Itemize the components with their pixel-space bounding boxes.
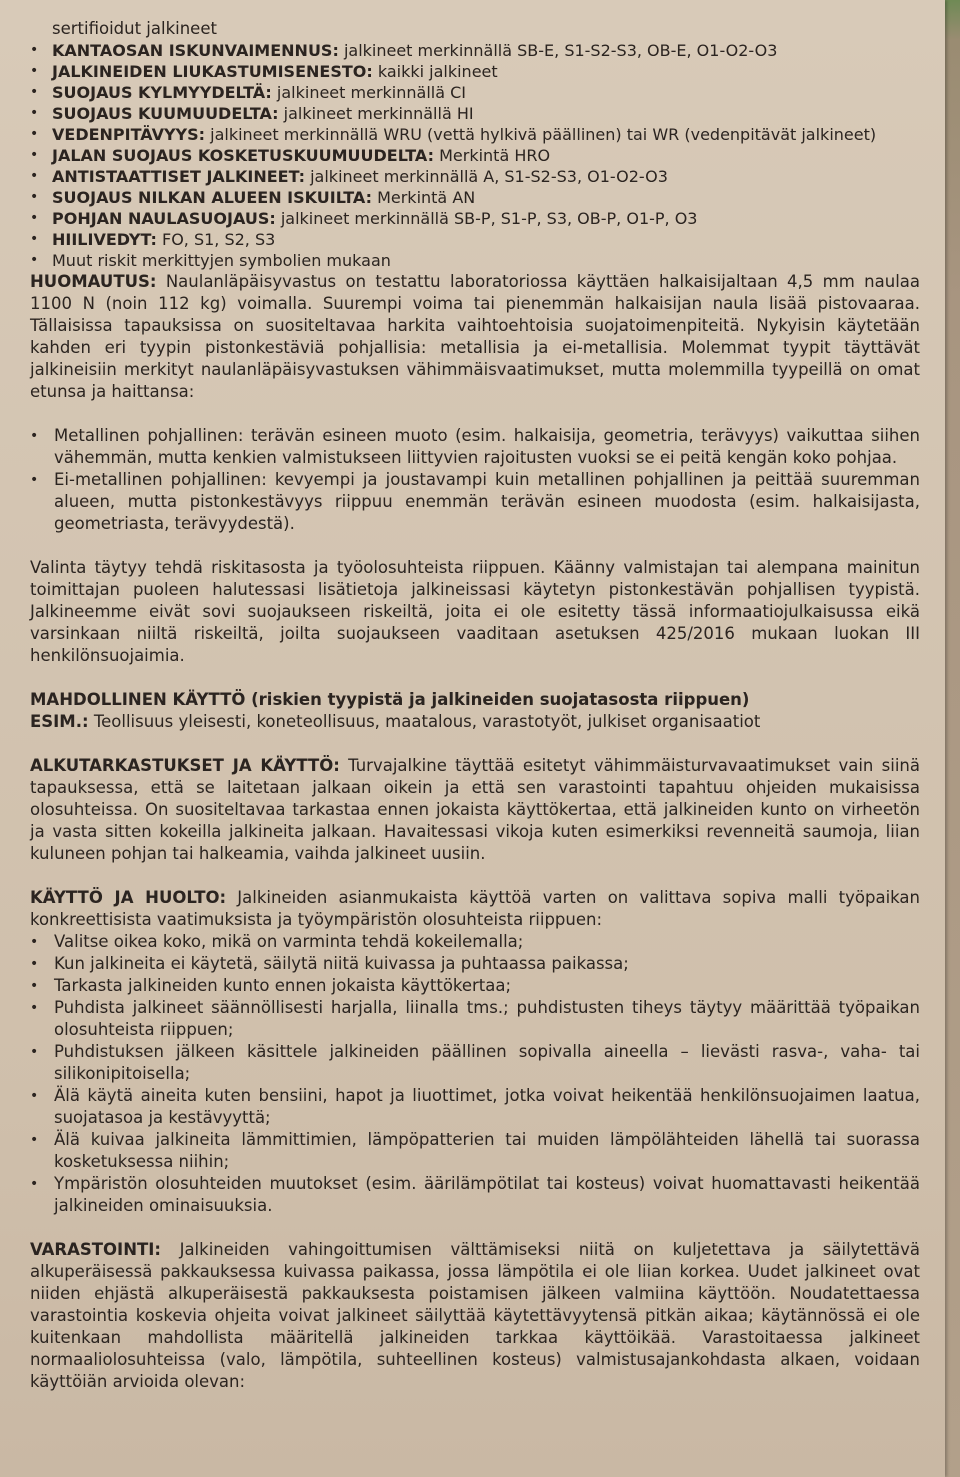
note-label: HUOMAUTUS: — [30, 272, 157, 291]
symbol-label: KANTAOSAN ISKUNVAIMENNUS: — [52, 41, 339, 60]
symbol-label: VEDENPITÄVYYS: — [52, 125, 206, 144]
symbol-text: jalkineet merkinnällä CI — [271, 83, 466, 102]
note-paragraph — [30, 271, 920, 403]
symbol-list — [30, 40, 920, 271]
symbol-item — [30, 40, 920, 61]
use-example — [30, 711, 920, 733]
symbol-text: FO, S1, S2, S3 — [156, 230, 276, 249]
symbol-text: kaikki jalkineet — [372, 62, 498, 81]
maintenance-list — [30, 931, 920, 1217]
symbol-text: jalkineet merkinnällä SB-E, S1-S2-S3, OB-E, O1-O2-O3 — [338, 41, 778, 60]
insole-item-metallic: • Metallinen pohjallinen: terävän esineen muoto (esim. halkaisija, geometria, terävyys) vaikuttaa siihen vähemmän, mutta kenkien valmistukseen liittyvien rajoitusten vuoksi se ei peitä kengän koko pohjaa. — [30, 425, 920, 469]
symbol-label: HIILIVEDYT: — [52, 230, 157, 249]
maintenance-item: • Puhdista jalkineet säännöllisesti harjalla, liinalla tms.; puhdistusten tiheys täytyy määrittää työpaikan olosuhteista riippuen; — [30, 997, 920, 1041]
maintenance-item: • Valitse oikea koko, mikä on varminta tehdä kokeilemalla; — [30, 931, 920, 953]
symbol-item — [30, 229, 920, 250]
maintenance-item: • Tarkasta jalkineiden kunto ennen jokaista käyttökertaa; — [30, 975, 920, 997]
symbol-label: JALKINEIDEN LIUKASTUMISENESTO: — [52, 62, 373, 81]
maintenance-label: KÄYTTÖ JA HUOLTO: — [30, 888, 227, 907]
symbol-label: JALAN SUOJAUS KOSKETUSKUUMUUDELTA: — [52, 146, 434, 165]
symbol-text: jalkineet merkinnällä A, S1-S2-S3, O1-O2-O3 — [305, 167, 668, 186]
example-label: ESIM.: — [30, 712, 89, 731]
symbol-text: Muut riskit merkittyjen symbolien mukaan — [52, 251, 391, 270]
maintenance-item: • Kun jalkineita ei käytetä, säilytä niitä kuivassa ja puhtaassa paikassa; — [30, 953, 920, 975]
storage-paragraph — [30, 1239, 920, 1393]
maintenance-text: Jalkineiden asianmukaista käyttöä varten on valittava sopiva malli työpaikan konkreettisista vaatimuksista ja työympäristön olosuhteista riippuen: — [30, 888, 920, 929]
inspection-paragraph — [30, 755, 920, 865]
maintenance-item: • Älä käytä aineita kuten bensiini, hapot ja liuottimet, jotka voivat heikentää henkilönsuojaimen laatua, suojatasoa ja kestävyyttä; — [30, 1085, 920, 1129]
inspection-label: ALKUTARKASTUKSET JA KÄYTTÖ: — [30, 756, 340, 775]
symbol-label: SUOJAUS KYLMYYDELTÄ: — [52, 83, 272, 102]
intro-fragment: sertifioidut jalkineet — [52, 19, 217, 38]
note-text: Naulanläpäisyvastus on testattu laboratoriossa käyttäen halkaisijaltaan 4,5 mm naulaa 1100 N (noin 112 kg) voimalla. Suurempi voima tai pienemmän halkaisijan naula lisää pistovaaraa. Tällaisissa tapauksissa on suositeltavaa harkita vaihtoehtoisia suojatoimenpiteitä. Nykyisin käytetään kahden eri tyypin pistonkestäviä pohjallisia: metallisia ja ei-metallisia. Molemmat tyypit täyttävät jalkineisiin merkityt naulanläpäisyvastuksen vähimmäisvaatimukset, mutta molemmilla tyypeillä on omat etunsa ja haittansa: — [30, 272, 920, 401]
selection-paragraph: Valinta täytyy tehdä riskitasosta ja työolosuhteista riippuen. Käänny valmistajan tai alempana mainitun toimittajan puoleen halutessasi lisätietoja jalkineissasi käytetyn pistonkestävän pohjallisen tyypistä. Jalkineemme eivät sovi suojaukseen riskeiltä, joita ei ole esitetty tässä informaatiojulkaisussa eikä varsinkaan niiltä riskeiltä, joilta suojaukseen vaaditaan asetuksen 425/2016 mukaan luokan III henkilönsuojaimia. — [30, 558, 920, 665]
symbol-text: jalkineet merkinnällä WRU (vettä hylkivä päällinen) tai WR (vedenpitävät jalkineet) — [205, 125, 877, 144]
storage-label: VARASTOINTI: — [30, 1240, 162, 1259]
insole-list — [30, 425, 920, 535]
symbol-item — [30, 250, 920, 271]
maintenance-item: • Ympäristön olosuhteiden muutokset (esim. äärilämpötilat tai kosteus) voivat huomattavasti heikentää jalkineiden ominaisuuksia. — [30, 1173, 920, 1217]
storage-text: Jalkineiden vahingoittumisen välttämiseksi niitä on kuljetettava ja säilytettävä alkuperäisessä pakkauksessa kuivassa paikassa, jossa lämpötila ei ole liian korkea. Uudet jalkineet ovat niiden ehjästä alkuperäisestä pakkauksesta poistamisen jälkeen valmiina käyttöön. Noudatettaessa varastointia koskevia ohjeita voivat jalkineet säilyttää käytettävyytensä pitkän aikaa; käytännössä ei ole kuitenkaan mahdollista määritellä jalkineiden tarkkaa käyttöikää. Varastoitaessa jalkineet normaaliolosuhteissa (valo, lämpötila, suhteellinen kosteus) valmistusajankohdasta alkaen, voidaan käyttöiän arvioida olevan: — [30, 1240, 920, 1391]
symbol-item — [30, 208, 920, 229]
symbol-label: POHJAN NAULASUOJAUS: — [52, 209, 276, 228]
example-text: Teollisuus yleisesti, koneteollisuus, maatalous, varastotyöt, julkiset organisaatiot — [88, 712, 761, 731]
use-heading-text: MAHDOLLINEN KÄYTTÖ (riskien tyypistä ja jalkineiden suojatasosta riippuen) — [30, 690, 750, 709]
symbol-text: jalkineet merkinnällä HI — [278, 104, 474, 123]
symbol-text: Merkintä AN — [371, 188, 476, 207]
symbol-label: SUOJAUS KUUMUUDELTA: — [52, 104, 279, 123]
symbol-item — [30, 61, 920, 82]
symbol-item — [30, 82, 920, 103]
symbol-item — [30, 166, 920, 187]
symbol-text: Merkintä HRO — [434, 146, 551, 165]
document-content — [30, 10, 920, 1393]
maintenance-item: • Puhdistuksen jälkeen käsittele jalkineiden päällinen sopivalla aineella – lievästi rasva-, vaha- tai silikonipitoisella; — [30, 1041, 920, 1085]
symbol-item — [30, 103, 920, 124]
symbol-label: SUOJAUS NILKAN ALUEEN ISKUILTA: — [52, 188, 372, 207]
inspection-text: Turvajalkine täyttää esitetyt vähimmäisturvavaatimukset vain siinä tapauksessa, että se laitetaan jalkaan oikein ja että sen varastointi tapahtuu ohjeiden mukaisissa olosuhteissa. On suositeltavaa tarkastaa ennen jokaista käyttökertaa, että jalkineiden kunto on virheetön ja vasta sitten kokeilla jalkineita jalkaan. Havaitessasi vikoja kuten esimerkiksi revenneitä saumoja, liian kuluneen pohjan tai halkeamia, vaihda jalkineet uusiin. — [30, 756, 920, 863]
symbol-label: ANTISTAATTISET JALKINEET: — [52, 167, 306, 186]
symbol-text: jalkineet merkinnällä SB-P, S1-P, S3, OB-P, O1-P, O3 — [275, 209, 698, 228]
insole-item-nonmetallic: • Ei-metallinen pohjallinen: kevyempi ja joustavampi kuin metallinen pohjallinen ja peittää suuremman alueen, mutta pistonkestävyys riippuu enemmän terävän esineen muodosta (esim. halkaisijasta, geometriasta, terävyydestä). — [30, 469, 920, 535]
maintenance-item: • Älä kuivaa jalkineita lämmittimien, lämpöpatterien tai muiden lämpölähteiden lähellä tai suorassa kosketuksessa niihin; — [30, 1129, 920, 1173]
maintenance-paragraph — [30, 887, 920, 931]
symbol-item — [30, 145, 920, 166]
use-heading — [30, 689, 920, 711]
symbol-item — [30, 187, 920, 208]
symbol-item — [30, 124, 920, 145]
